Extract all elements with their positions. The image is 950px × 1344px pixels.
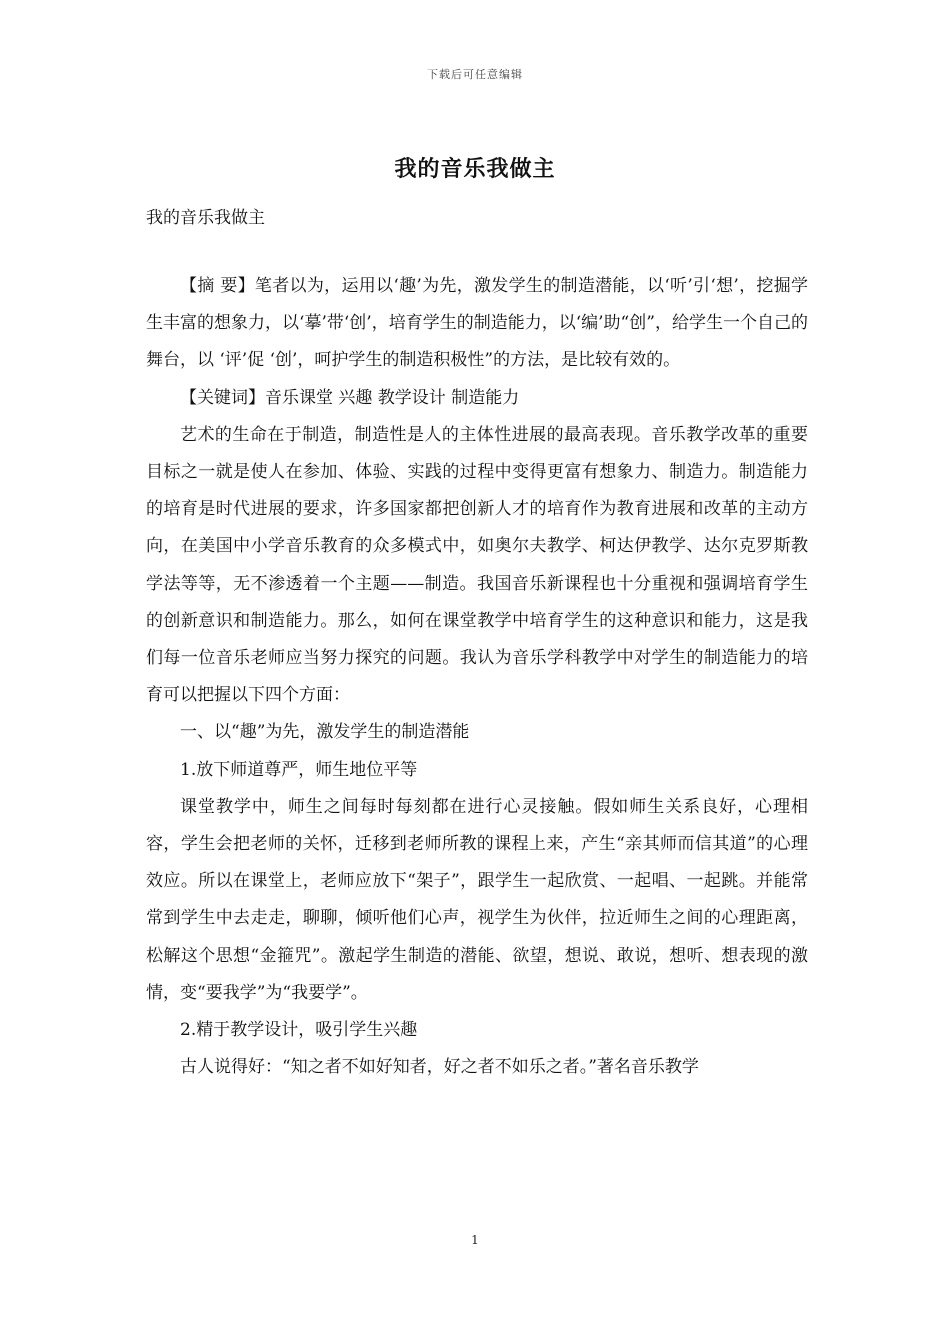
subsection-heading: 1.放下师道尊严，师生地位平等 <box>180 759 418 780</box>
keywords-paragraph: 【关键词】音乐课堂 兴趣 教学设计 制造能力 <box>180 387 520 408</box>
abstract-paragraph: 【摘 要】笔者以为，运用以‘趣’为先，激发学生的制造潜能，以‘听’引‘想’，挖掘学生丰富的想象力，以‘摹’带‘创’，培育学生的制造能力，以‘编’助“创”，给学生一个自己的舞台，以 ‘评’促 ‘创’，呵护学生的制造积极性”的方法，是比较有效的。 <box>146 276 808 371</box>
section-heading: 一、以“趣”为先，激发学生的制造潜能 <box>180 722 470 743</box>
document-title: 我的音乐我做主 <box>394 156 556 182</box>
page-number: 1 <box>471 1233 479 1247</box>
document-body <box>146 268 808 1086</box>
body-paragraph: 古人说得好：“知之者不如好知者，好之者不如乐之者。”著名音乐教学 <box>180 1057 699 1078</box>
body-paragraph: 课堂教学中，师生之间每时每刻都在进行心灵接触。假如师生关系良好，心理相容，学生会把老师的关怀，迁移到老师所教的课程上来，产生“亲其师而信其道”的心理效应。所以在课堂上，老师应放下“架子”，跟学生一起欣赏、一起唱、一起跳。并能常常到学生中去走走，聊聊，倾听他们心声，视学生为伙伴，拉近师生之间的心理距离，松解这个思想“金箍咒”。激起学生制造的潜能、欲望，想说、敢说，想听、想表现的激情，变“要我学”为“我要学”。 <box>146 796 808 1003</box>
document-subtitle: 我的音乐我做主 <box>146 208 265 228</box>
intro-paragraph: 艺术的生命在于制造，制造性是人的主体性进展的最高表现。音乐教学改革的重要目标之一就是使人在参加、体验、实践的过程中变得更富有想象力、制造力。制造能力的培育是时代进展的要求，许多国家都把创新人才的培育作为教育进展和改革的主动方向，在美国中小学音乐教育的众多模式中，如奥尔夫教学、柯达伊教学、达尔克罗斯教学法等等，无不渗透着一个主题——制造。我国音乐新课程也十分重视和强调培育学生的创新意识和制造能力。那么，如何在课堂教学中培育学生的这种意识和能力，这是我们每一位音乐老师应当努力探究的问题。我认为音乐学科教学中对学生的制造能力的培育可以把握以下四个方面： <box>146 424 808 706</box>
header-note: 下载后可任意编辑 <box>427 68 523 81</box>
subsection-heading: 2.精于教学设计，吸引学生兴趣 <box>180 1020 418 1041</box>
